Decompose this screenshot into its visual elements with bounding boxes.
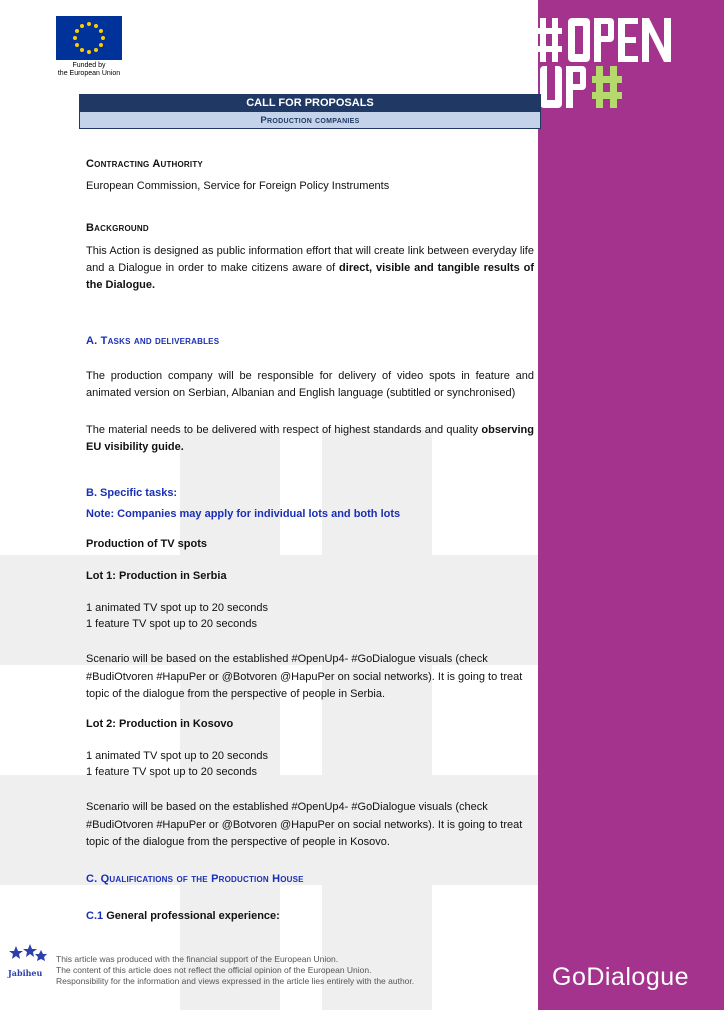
call-title-bar: CALL FOR PROPOSALS: [79, 94, 541, 111]
section-c-heading: C. Qualifications of the Production House: [86, 873, 304, 885]
contracting-heading: Contracting Authority: [86, 158, 203, 170]
section-a-heading: A. Tasks and deliverables: [86, 335, 220, 347]
section-a-para1: The production company will be responsible for delivery of video spots in feature and animated version on Serbian, Albanian and English language (subtitled or synchronised): [86, 370, 534, 399]
background-heading: Background: [86, 222, 149, 234]
open-up-logo-icon: [538, 0, 724, 120]
section-b-note: Note: Companies may apply for individual lots and both lots: [86, 508, 401, 520]
tv-spots-heading: Production of TV spots: [86, 538, 207, 550]
eu-flag-icon: [56, 16, 122, 60]
lot1-item2: 1 feature TV spot up to 20 seconds: [86, 618, 258, 630]
background-text: This Action is designed as public information effort that will create link between everyday life and a Dialogue in order to make citizens aware of direct, visible and tangible results of the Dialogue.: [86, 245, 534, 291]
section-a-para2: The material needs to be delivered with respect of highest standards and quality observing EU visibility guide.: [86, 424, 534, 453]
section-c1: C.1 General professional experience:: [86, 910, 280, 922]
purple-side-band: [538, 0, 724, 1010]
lot1-item1: 1 animated TV spot up to 20 seconds: [86, 602, 269, 614]
jabiheu-label: Jabiheu: [8, 968, 43, 978]
lot2-item2: 1 feature TV spot up to 20 seconds: [86, 766, 258, 778]
godialogue-logo: GoDialogue: [552, 963, 690, 991]
lot2-item1: 1 animated TV spot up to 20 seconds: [86, 750, 269, 762]
footer-disclaimer: This article was produced with the financial support of the European Union. The content of this article does not reflect the official opinion of the European Union. Responsibility for the information and views expressed in the article lies entirely with the author.: [56, 954, 415, 986]
section-b-heading: B. Specific tasks:: [86, 487, 178, 499]
eu-funding-caption: Funded by the European Union: [57, 62, 121, 77]
lot2-title: Lot 2: Production in Kosovo: [86, 718, 234, 730]
lot1-title: Lot 1: Production in Serbia: [86, 570, 227, 582]
contracting-text: European Commission, Service for Foreign Policy Instruments: [86, 180, 390, 192]
lot1-scenario: Scenario will be based on the established #OpenUp4- #GoDialogue visuals (check #BudiOtvoren #HapuPer or @Botvoren @HapuPer on social networks). It is going to treat topic of the dialogue from the perspective of people in Serbia.: [86, 653, 523, 700]
call-subtitle-bar: Production companies: [79, 111, 541, 129]
lot2-scenario: Scenario will be based on the established #OpenUp4- #GoDialogue visuals (check #BudiOtvoren #HapuPer or @Botvoren @HapuPer on social networks). It is going to treat topic of the dialogue from the perspective of people in Kosovo.: [86, 801, 523, 848]
